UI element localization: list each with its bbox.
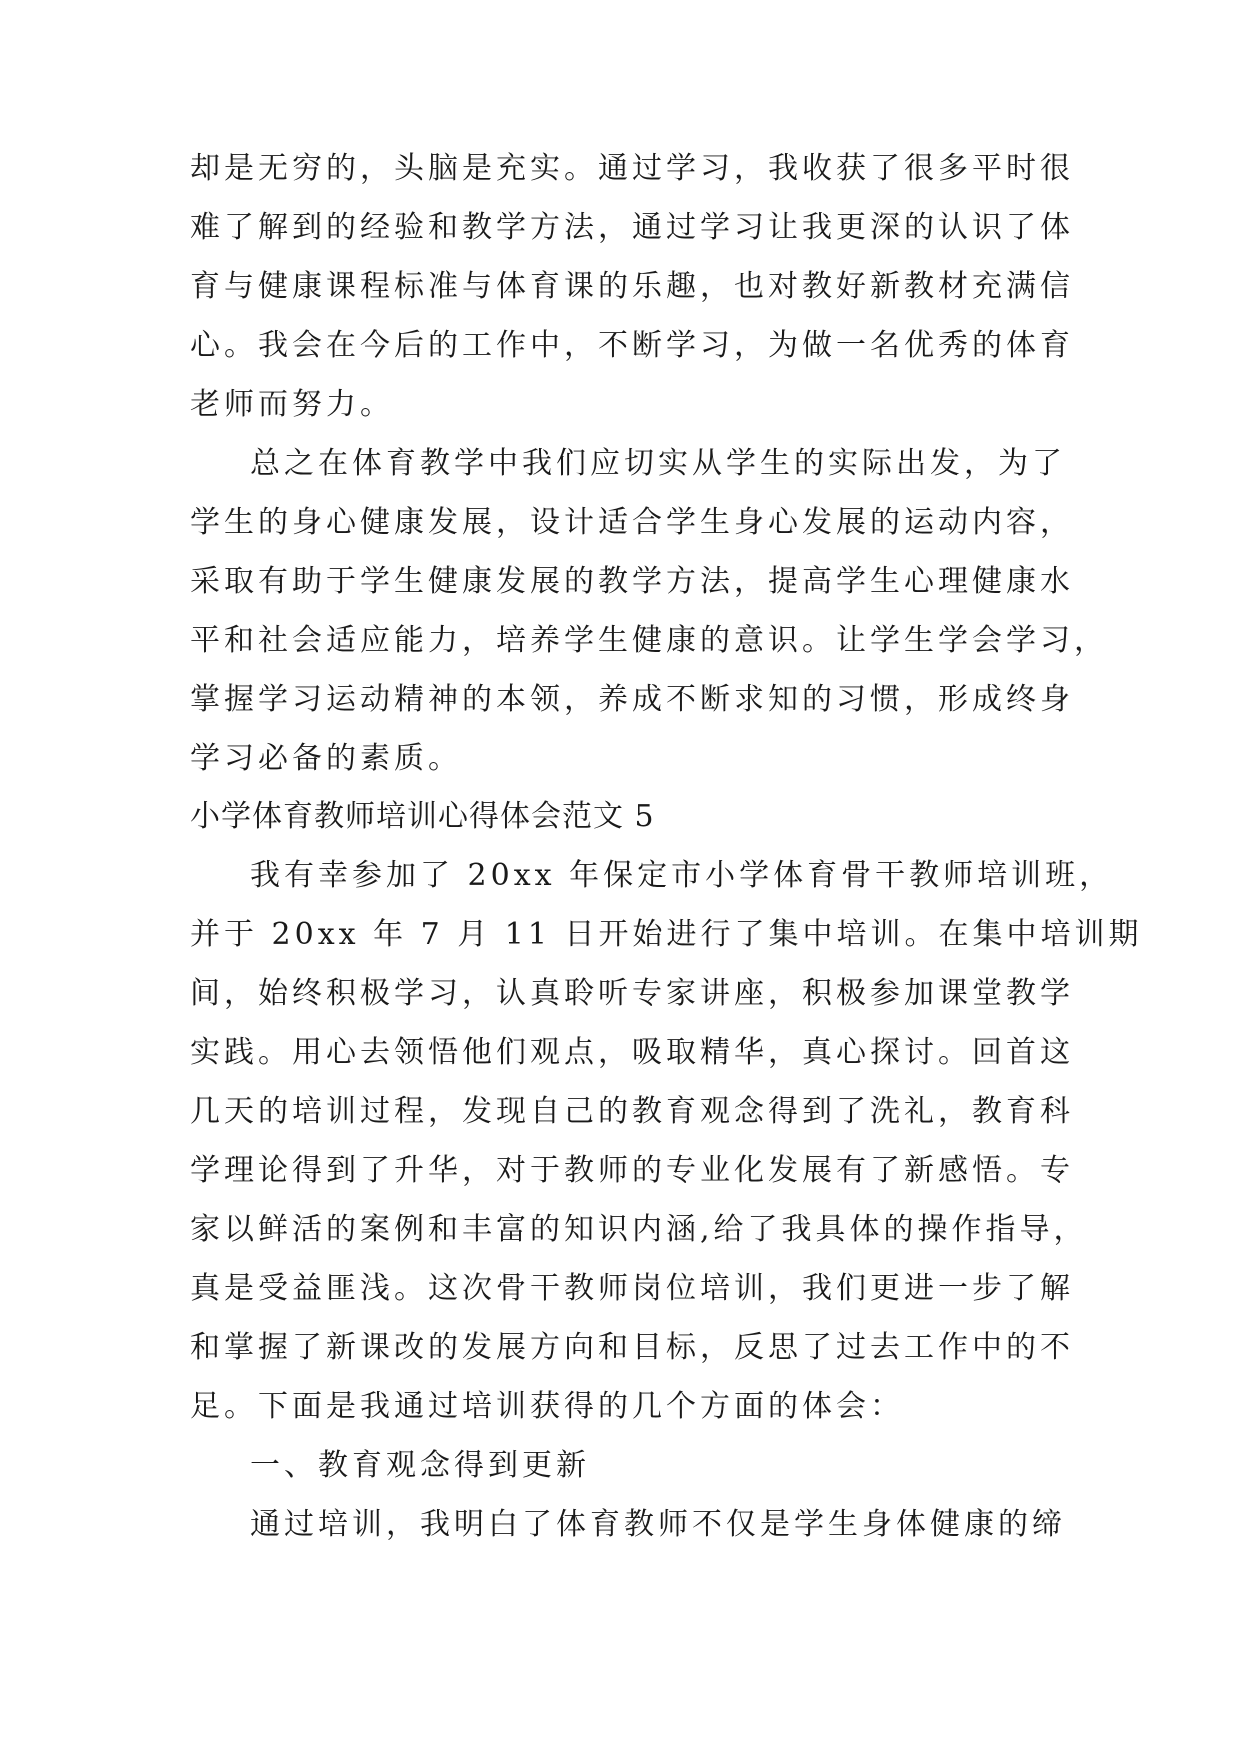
text-line: 难了解到的经验和教学方法，通过学习让我更深的认识了体 — [190, 210, 1074, 245]
paragraph-start-line: 通过培训，我明白了体育教师不仅是学生身体健康的缔 — [250, 1507, 1066, 1542]
text-line: 和掌握了新课改的发展方向和目标，反思了过去工作中的不 — [190, 1330, 1074, 1365]
subheading-line: 一、教育观念得到更新 — [250, 1448, 590, 1483]
text-line: 家以鲜活的案例和丰富的知识内涵,给了我具体的操作指导， — [190, 1212, 1088, 1247]
text-line: 并于 20xx 年 7 月 11 日开始进行了集中培训。在集中培训期 — [190, 917, 1143, 952]
text-line: 却是无穷的，头脑是充实。通过学习，我收获了很多平时很 — [190, 151, 1074, 186]
paragraph-start-line: 总之在体育教学中我们应切实从学生的实际出发，为了 — [250, 446, 1066, 481]
text-line: 学生的身心健康发展，设计适合学生身心发展的运动内容， — [190, 505, 1074, 540]
paragraph-start-line: 我有幸参加了 20xx 年保定市小学体育骨干教师培训班， — [250, 858, 1114, 893]
text-line: 实践。用心去领悟他们观点，吸取精华，真心探讨。回首这 — [190, 1035, 1074, 1070]
text-line: 老师而努力。 — [190, 387, 394, 422]
text-line: 间，始终积极学习，认真聆听专家讲座，积极参加课堂教学 — [190, 976, 1074, 1011]
section-heading: 小学体育教师培训心得体会范文 5 — [190, 799, 655, 834]
text-line: 几天的培训过程，发现自己的教育观念得到了洗礼，教育科 — [190, 1094, 1074, 1129]
text-line: 平和社会适应能力，培养学生健康的意识。让学生学会学习， — [190, 623, 1108, 658]
text-line: 育与健康课程标准与体育课的乐趣，也对教好新教材充满信 — [190, 269, 1074, 304]
text-line: 学理论得到了升华，对于教师的专业化发展有了新感悟。专 — [190, 1153, 1074, 1188]
text-line: 掌握学习运动精神的本领，养成不断求知的习惯，形成终身 — [190, 682, 1074, 717]
text-line: 心。我会在今后的工作中，不断学习，为做一名优秀的体育 — [190, 328, 1074, 363]
text-line: 真是受益匪浅。这次骨干教师岗位培训，我们更进一步了解 — [190, 1271, 1074, 1306]
text-line: 足。下面是我通过培训获得的几个方面的体会： — [190, 1389, 904, 1424]
text-line: 学习必备的素质。 — [190, 741, 462, 776]
text-line: 采取有助于学生健康发展的教学方法，提高学生心理健康水 — [190, 564, 1074, 599]
